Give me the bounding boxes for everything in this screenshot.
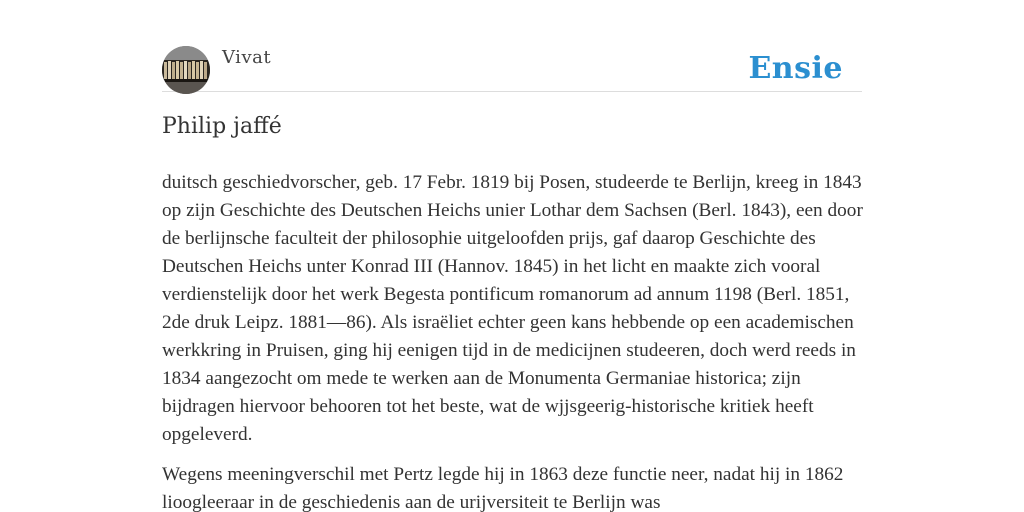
paragraph: Wegens meeningverschil met Pertz legde hij in 1863 deze functie neer, nadat hij in 1862 lioogleeraar in de geschiedenis aan de urijversiteit te Berlijn was: [162, 464, 844, 512]
bookshelf-icon[interactable]: [162, 46, 210, 94]
page-title: Philip jaffé: [162, 114, 282, 139]
paragraph: duitsch geschiedvorscher, geb. 17 Febr. 1819 bij Posen, studeerde te Berlijn, kreeg in 1843 op zijn Geschichte des Deutschen Heichs unier Lothar dem Sachsen (Berl. 1843), een door de berlijnsche faculteit der philosophie uitgeloofden prijs, gaf daarop Geschichte des Deutschen Heichs unter Konrad III (Hannov. 1845) in het licht en maakte zich vooral verdienstelijk door het werk Begesta pontificum romanorum ad annum 1198 (Berl. 1851, 2de druk Leipz. 1881—86). Als israëliet echter geen kans hebbende op een academischen werkkring in Pruisen, ging hij eenigen tijd in de medicijnen studeeren, doch werd reeds in 1834 aangezocht om mede te werken aan de Monumenta Germaniae historica; zijn bijdragen hiervoor behooren tot het beste, wat de wjjsgeerig-historische kritiek heeft opgeleverd.: [162, 172, 863, 445]
source-name[interactable]: Vivat: [222, 47, 272, 68]
article-body: [162, 169, 867, 512]
brand-logo[interactable]: Ensie: [748, 51, 843, 86]
header: [162, 46, 862, 92]
